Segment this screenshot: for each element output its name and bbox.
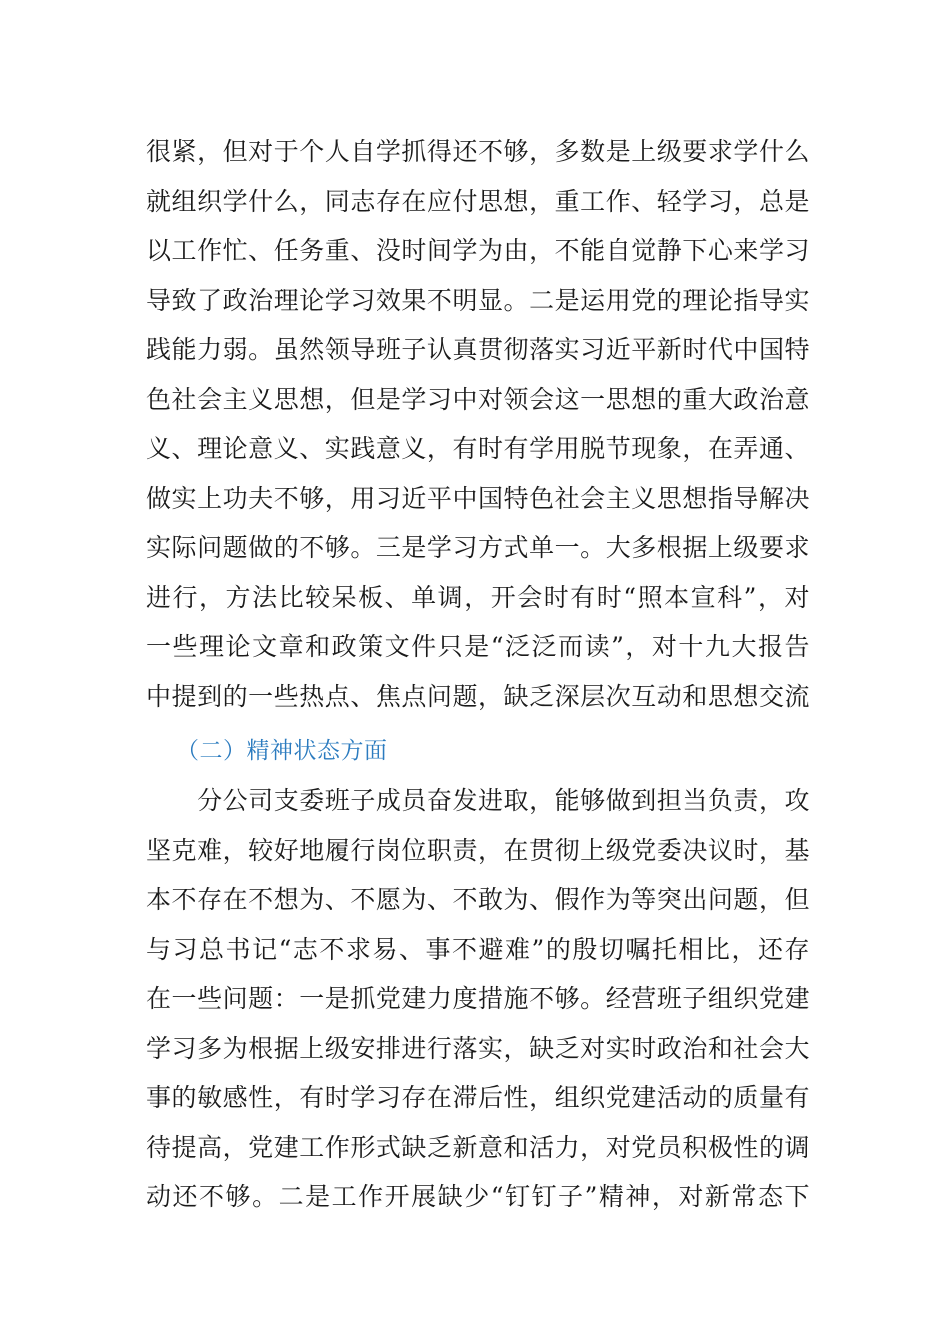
text-line: 与习总书记“志不求易、事不避难”的殷切嘱托相比，还存 xyxy=(146,934,810,964)
text-line: 本不存在不想为、不愿为、不敢为、假作为等突出问题，但 xyxy=(146,885,810,914)
text-line: 中提到的一些热点、焦点问题，缺乏深层次互动和思想交流 xyxy=(146,681,810,711)
text-line: 义、理论意义、实践意义，有时有学用脱节现象，在弄通、 xyxy=(146,434,810,463)
section-heading-spirit: （二）精神状态方面 xyxy=(176,738,388,764)
text-line: 导致了政治理论学习效果不明显。二是运用党的理论指导实 xyxy=(146,285,810,315)
text-line: 很紧，但对于个人自学抓得还不够，多数是上级要求学什么 xyxy=(146,137,810,166)
text-line: 色社会主义思想，但是学习中对领会这一思想的重大政治意 xyxy=(146,384,810,414)
text-line: 做实上功夫不够，用习近平中国特色社会主义思想指导解决 xyxy=(146,483,810,513)
text-line: 进行，方法比较呆板、单调，开会时有时“照本宣科”，对 xyxy=(146,582,810,612)
text-line: 在一些问题：一是抓党建力度措施不够。经营班子组织党建 xyxy=(146,984,810,1013)
text-line: 学习多为根据上级安排进行落实，缺乏对实时政治和社会大 xyxy=(146,1033,810,1063)
text-line: 坚克难，较好地履行岗位职责，在贯彻上级党委决议时，基 xyxy=(146,835,810,865)
text-line: 一些理论文章和政策文件只是“泛泛而读”，对十九大报告 xyxy=(146,632,810,661)
text-line: 动还不够。二是工作开展缺少“钉钉子”精神，对新常态下 xyxy=(146,1182,810,1211)
text-line: 待提高，党建工作形式缺乏新意和活力，对党员积极性的调 xyxy=(146,1132,810,1162)
text-line: 践能力弱。虽然领导班子认真贯彻落实习近平新时代中国特 xyxy=(146,335,810,364)
text-line: 以工作忙、任务重、没时间学为由，不能自觉静下心来学习 xyxy=(146,236,810,265)
text-line: 就组织学什么，同志存在应付思想，重工作、轻学习，总是 xyxy=(146,186,810,216)
text-line: 分公司支委班子成员奋发进取，能够做到担当负责，攻 xyxy=(146,786,810,815)
text-line: 实际问题做的不够。三是学习方式单一。大多根据上级要求 xyxy=(146,533,810,562)
text-line: 事的敏感性，有时学习存在滞后性，组织党建活动的质量有 xyxy=(146,1083,810,1112)
